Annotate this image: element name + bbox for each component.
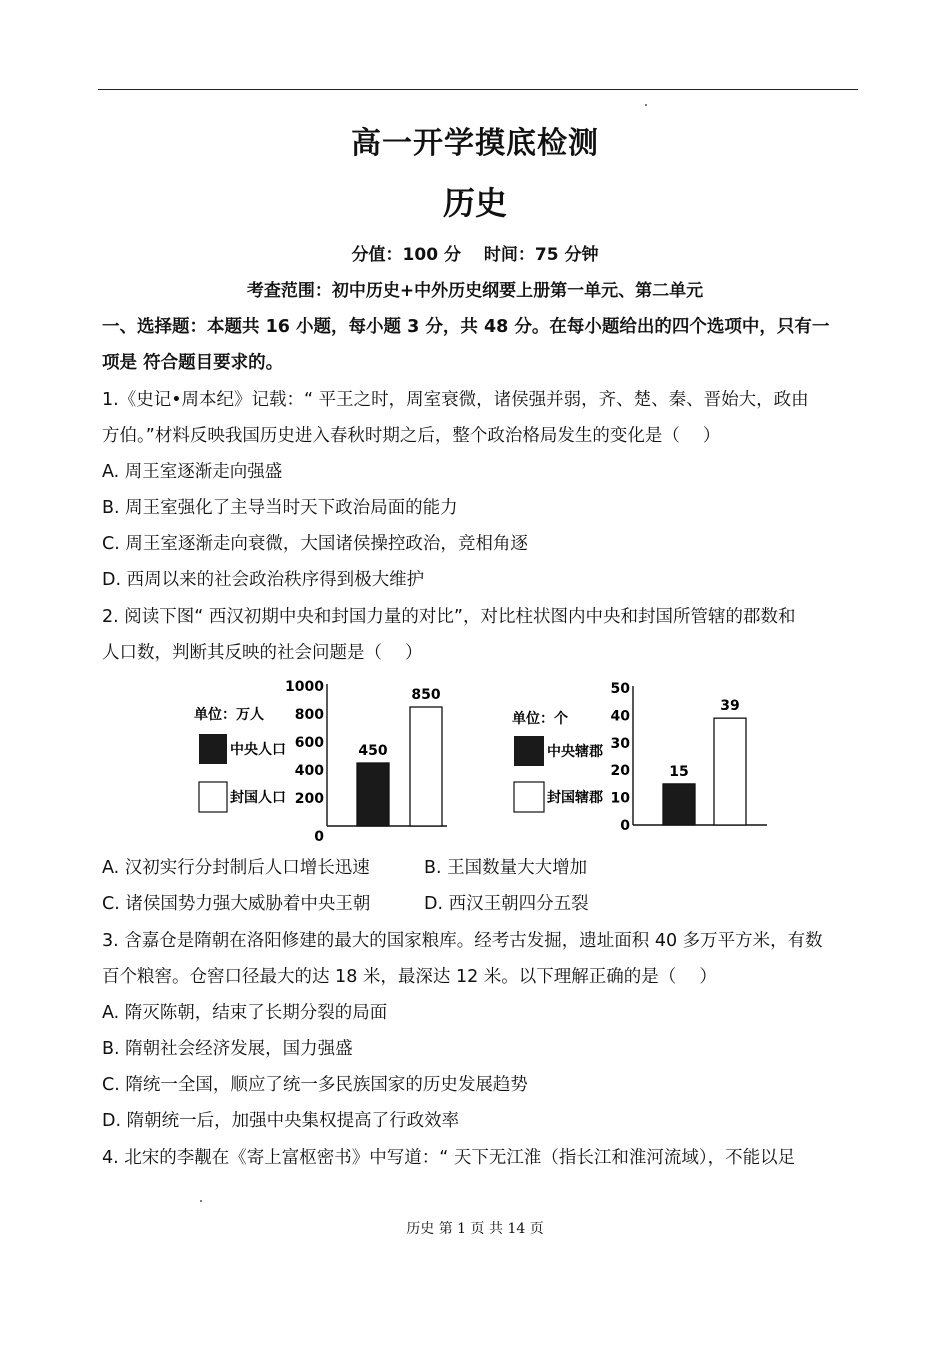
chart2-data-label: 39 xyxy=(720,698,740,715)
section-heading: 一、选择题：本题共 16 小题，每小题 3 分，共 48 分。在每小题给出的四个选项中，只有一 xyxy=(102,317,830,337)
chart2-legend-swatch-central xyxy=(514,736,544,766)
q3-option-c: C. 隋统一全国，顺应了统一多民族国家的历史发展趋势 xyxy=(102,1075,528,1095)
q1-option-a: A. 周王室逐渐走向强盛 xyxy=(102,462,283,482)
chart2-bar-fief xyxy=(714,718,746,825)
chart1-y-tick-label: 0 xyxy=(314,829,324,844)
q3-option-b: B. 隋朝社会经济发展，国力强盛 xyxy=(102,1039,353,1059)
q2-option-c: C. 诸侯国势力强大威胁着中央王朝 xyxy=(102,894,371,914)
chart2-data-label: 15 xyxy=(669,763,689,780)
chart1-data-label: 850 xyxy=(411,687,441,703)
q3-stem-cont: 百个粮窖。仓窖口径最大的达 18 米，最深达 12 米。以下理解正确的是（ ） xyxy=(102,967,717,987)
top-rule xyxy=(98,89,858,90)
exam-title: 高一开学摸底检测 xyxy=(351,126,599,161)
q2-option-a: A. 汉初实行分封制后人口增长迅速 xyxy=(102,858,370,878)
q1-stem-cont: 方伯。”材料反映我国历史进入春秋时期之后，整个政治格局发生的变化是（ ） xyxy=(102,426,721,446)
population-chart xyxy=(185,676,450,844)
subject-title: 历史 xyxy=(442,184,507,222)
exam-scope: 考查范围：初中历史+中外历史纲要上册第一单元、第二单元 xyxy=(246,281,704,301)
q4-stem: 4. 北宋的李觏在《寄上富枢密书》中写道：“ 天下无江淮（指长江和淮河流域），不能以足 xyxy=(102,1148,796,1168)
chart1-y-tick-label: 1000 xyxy=(285,679,324,695)
commandery-chart xyxy=(505,676,775,844)
chart2-y-tick-label: 20 xyxy=(610,763,630,780)
q2-stem: 2. 阅读下图“ 西汉初期中央和封国力量的对比”，对比柱状图内中央和封国所管辖的郡数和 xyxy=(102,607,796,627)
chart2-y-tick-label: 30 xyxy=(610,735,630,752)
section-heading-cont: 项是 符合题目要求的。 xyxy=(102,353,284,373)
chart2-y-tick-label: 10 xyxy=(610,790,630,807)
chart1-y-tick-label: 600 xyxy=(294,735,324,751)
q3-option-d: D. 隋朝统一后，加强中央集权提高了行政效率 xyxy=(102,1111,460,1131)
chart1-unit-label: 单位：万人 xyxy=(194,707,264,723)
chart2-unit-label: 单位：个 xyxy=(512,711,568,727)
q2-option-b: B. 王国数量大大增加 xyxy=(424,858,588,878)
chart1-y-tick-label: 200 xyxy=(294,791,324,807)
chart2-y-tick-label: 0 xyxy=(620,818,630,834)
chart1-bar-fief xyxy=(410,707,442,826)
chart1-legend-swatch-central xyxy=(199,734,227,764)
chart1-y-tick-label: 800 xyxy=(294,707,324,723)
chart2-bar-central xyxy=(663,784,695,825)
page-footer: 历史 第 1 页 共 14 页 xyxy=(406,1221,544,1237)
chart1-legend-fief: 封国人口 xyxy=(230,790,286,806)
q3-stem: 3. 含嘉仓是隋朝在洛阳修建的最大的国家粮库。经考古发掘，遗址面积 40 多万平方米，有数 xyxy=(102,931,823,951)
q2-option-d: D. 西汉王朝四分五裂 xyxy=(424,894,589,914)
chart2-legend-fief: 封国辖郡 xyxy=(547,790,603,806)
chart1-y-tick-label: 400 xyxy=(294,763,324,779)
chart1-legend-central: 中央人口 xyxy=(230,742,286,758)
score-time: 分值：100 分 时间：75 分钟 xyxy=(351,245,599,265)
q3-option-a: A. 隋灭陈朝，结束了长期分裂的局面 xyxy=(102,1003,388,1023)
scan-speck xyxy=(200,1200,202,1202)
q1-option-c: C. 周王室逐渐走向衰微，大国诸侯操控政治，竞相角逐 xyxy=(102,534,528,554)
q1-option-d: D. 西周以来的社会政治秩序得到极大维护 xyxy=(102,570,425,590)
q1-option-b: B. 周王室强化了主导当时天下政治局面的能力 xyxy=(102,498,458,518)
chart2-y-tick-label: 40 xyxy=(610,708,630,725)
chart2-legend-swatch-fief xyxy=(514,782,544,812)
q2-stem-cont: 人口数，判断其反映的社会问题是（ ） xyxy=(102,643,423,663)
q1-stem: 1.《史记•周本纪》记载：“ 平王之时，周室衰微，诸侯强并弱，齐、楚、秦、晋始大，政由 xyxy=(102,390,809,410)
chart2-legend-central: 中央辖郡 xyxy=(547,744,603,760)
scan-speck xyxy=(645,104,647,106)
chart2-y-tick-label: 50 xyxy=(610,681,630,697)
chart1-legend-swatch-fief xyxy=(199,782,227,812)
chart1-data-label: 450 xyxy=(358,743,388,759)
chart1-bar-central xyxy=(357,763,389,826)
